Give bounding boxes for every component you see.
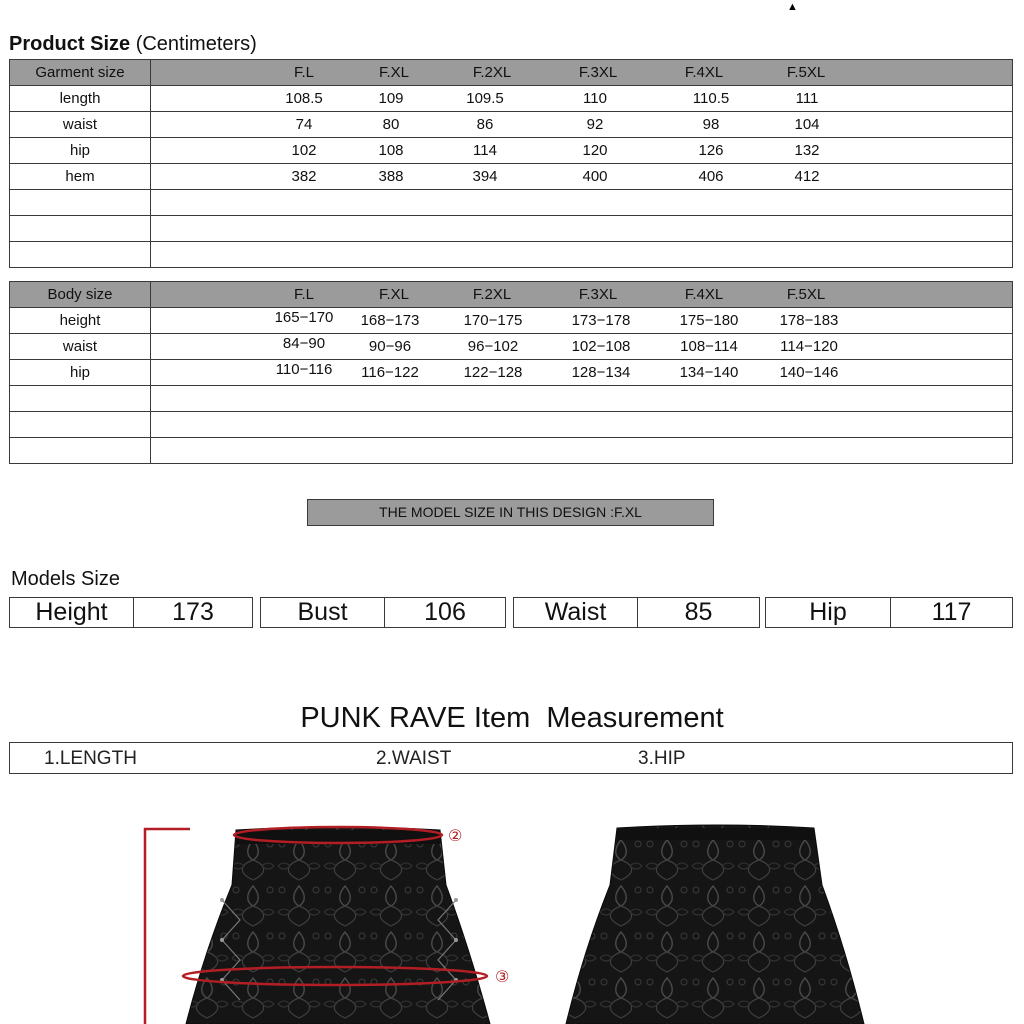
size-header: F.XL <box>378 63 410 81</box>
hip-marker: ③ <box>495 967 510 986</box>
size-header: F.3XL <box>578 285 618 303</box>
empty-cell <box>10 438 151 464</box>
table-row <box>10 308 1013 334</box>
cell-value: 110−116 <box>275 360 333 378</box>
cell-value: 178−183 <box>779 311 839 329</box>
empty-cell <box>10 190 151 216</box>
cell-value: 98 <box>702 115 720 133</box>
cell-value: 170−175 <box>463 311 523 329</box>
empty-row <box>10 242 1013 268</box>
row-values <box>151 334 1013 360</box>
empty-row <box>10 190 1013 216</box>
empty-cell <box>10 242 151 268</box>
skirt-front-icon <box>186 827 490 1024</box>
model-hip-box <box>765 597 1013 628</box>
cell-value: 109.5 <box>466 89 504 107</box>
product-size-heading: Product Size <box>9 33 131 55</box>
cell-value: 120 <box>582 141 608 159</box>
empty-cell <box>151 216 1013 242</box>
size-header-cells <box>151 282 1013 308</box>
size-header: F.4XL <box>684 63 724 81</box>
model-height-box <box>9 597 253 628</box>
empty-row <box>10 386 1013 412</box>
table-row <box>10 164 1013 190</box>
model-hip-value: 117 <box>931 598 972 626</box>
cell-value: 116−122 <box>361 363 419 381</box>
item-measurement-title: PUNK RAVE Item Measurement <box>300 702 724 734</box>
body-size-header: Body size <box>10 282 151 308</box>
row-label: waist <box>10 112 151 138</box>
table-row <box>10 360 1013 386</box>
cell-value: 134−140 <box>679 363 739 381</box>
cell-value: 400 <box>582 167 608 185</box>
scroll-up-icon: ▲ <box>787 1 798 13</box>
table-row <box>10 86 1013 112</box>
model-height-label: Height <box>10 598 134 627</box>
cell-value: 84−90 <box>282 334 326 352</box>
cell-value: 412 <box>794 167 820 185</box>
cell-value: 394 <box>472 167 498 185</box>
row-values <box>151 86 1013 112</box>
cell-value: 122−128 <box>463 363 523 381</box>
table-row <box>10 138 1013 164</box>
cell-value: 74 <box>295 115 313 133</box>
cell-value: 108−114 <box>680 337 738 355</box>
cell-value: 108 <box>378 141 404 159</box>
row-values <box>151 164 1013 190</box>
cell-value: 140−146 <box>779 363 839 381</box>
size-header: F.L <box>293 63 315 81</box>
body-size-table <box>9 281 1013 464</box>
cell-value: 108.5 <box>285 89 323 107</box>
model-size-note: THE MODEL SIZE IN THIS DESIGN :F.XL <box>307 499 714 526</box>
length-measure-line <box>145 829 190 1024</box>
garment-size-table <box>9 59 1013 268</box>
model-hip-label: Hip <box>766 598 891 627</box>
cell-value: 109 <box>378 89 404 107</box>
size-header: F.L <box>293 285 315 303</box>
row-label: hip <box>10 360 151 386</box>
table-row <box>10 334 1013 360</box>
size-header: F.5XL <box>786 63 826 81</box>
empty-cell <box>151 412 1013 438</box>
model-waist-value: 85 <box>684 598 713 626</box>
row-values <box>151 138 1013 164</box>
model-waist-box <box>513 597 760 628</box>
empty-cell <box>151 242 1013 268</box>
empty-row <box>10 216 1013 242</box>
models-size-title: Models Size <box>11 568 120 590</box>
row-values <box>151 112 1013 138</box>
row-label: hip <box>10 138 151 164</box>
cell-value: 92 <box>586 115 604 133</box>
size-header-cells <box>151 60 1013 86</box>
table-row <box>10 112 1013 138</box>
empty-cell <box>10 386 151 412</box>
cell-value: 102 <box>291 141 317 159</box>
measure-length-label: 1.LENGTH <box>44 748 137 769</box>
row-label: height <box>10 308 151 334</box>
cell-value: 406 <box>698 167 724 185</box>
cell-value: 165−170 <box>274 308 334 326</box>
cell-value: 114 <box>473 141 497 159</box>
cell-value: 126 <box>698 141 724 159</box>
empty-cell <box>151 386 1013 412</box>
product-size-title <box>9 32 257 56</box>
skirt-back-icon <box>566 825 864 1024</box>
cell-value: 96−102 <box>467 337 519 355</box>
garment-size-header: Garment size <box>10 60 151 86</box>
cell-value: 388 <box>378 167 404 185</box>
cell-value: 80 <box>382 115 400 133</box>
cell-value: 104 <box>794 115 820 133</box>
measure-waist-label: 2.WAIST <box>376 748 452 769</box>
waist-marker: ② <box>448 826 463 845</box>
cell-value: 168−173 <box>360 311 420 329</box>
row-label: length <box>10 86 151 112</box>
empty-cell <box>10 216 151 242</box>
size-header: F.2XL <box>472 285 512 303</box>
size-header: F.XL <box>378 285 410 303</box>
model-waist-label: Waist <box>514 598 638 627</box>
cell-value: 382 <box>291 167 317 185</box>
row-values <box>151 308 1013 334</box>
cell-value: 90−96 <box>368 337 412 355</box>
size-header: F.2XL <box>472 63 512 81</box>
model-bust-value: 106 <box>424 598 466 626</box>
product-size-unit: (Centimeters) <box>135 33 257 55</box>
model-height-value: 173 <box>172 598 214 626</box>
cell-value: 110.5 <box>692 89 730 107</box>
cell-value: 110 <box>583 89 607 107</box>
size-header: F.3XL <box>578 63 618 81</box>
empty-cell <box>151 190 1013 216</box>
row-label: hem <box>10 164 151 190</box>
measurement-legend <box>9 742 1013 774</box>
size-header: F.4XL <box>684 285 724 303</box>
cell-value: 111 <box>795 89 819 107</box>
cell-value: 114−120 <box>780 337 838 355</box>
skirt-illustration <box>0 790 1024 1024</box>
empty-cell <box>10 412 151 438</box>
cell-value: 128−134 <box>571 363 631 381</box>
row-values <box>151 360 1013 386</box>
empty-row <box>10 438 1013 464</box>
cell-value: 173−178 <box>571 311 631 329</box>
measure-hip-label: 3.HIP <box>638 748 686 769</box>
cell-value: 175−180 <box>679 311 739 329</box>
empty-cell <box>151 438 1013 464</box>
cell-value: 132 <box>794 141 820 159</box>
table-header-row <box>10 282 1013 308</box>
model-bust-box <box>260 597 506 628</box>
cell-value: 86 <box>476 115 494 133</box>
model-bust-label: Bust <box>261 598 385 627</box>
cell-value: 102−108 <box>571 337 631 355</box>
empty-row <box>10 412 1013 438</box>
table-header-row <box>10 60 1013 86</box>
size-header: F.5XL <box>786 285 826 303</box>
row-label: waist <box>10 334 151 360</box>
